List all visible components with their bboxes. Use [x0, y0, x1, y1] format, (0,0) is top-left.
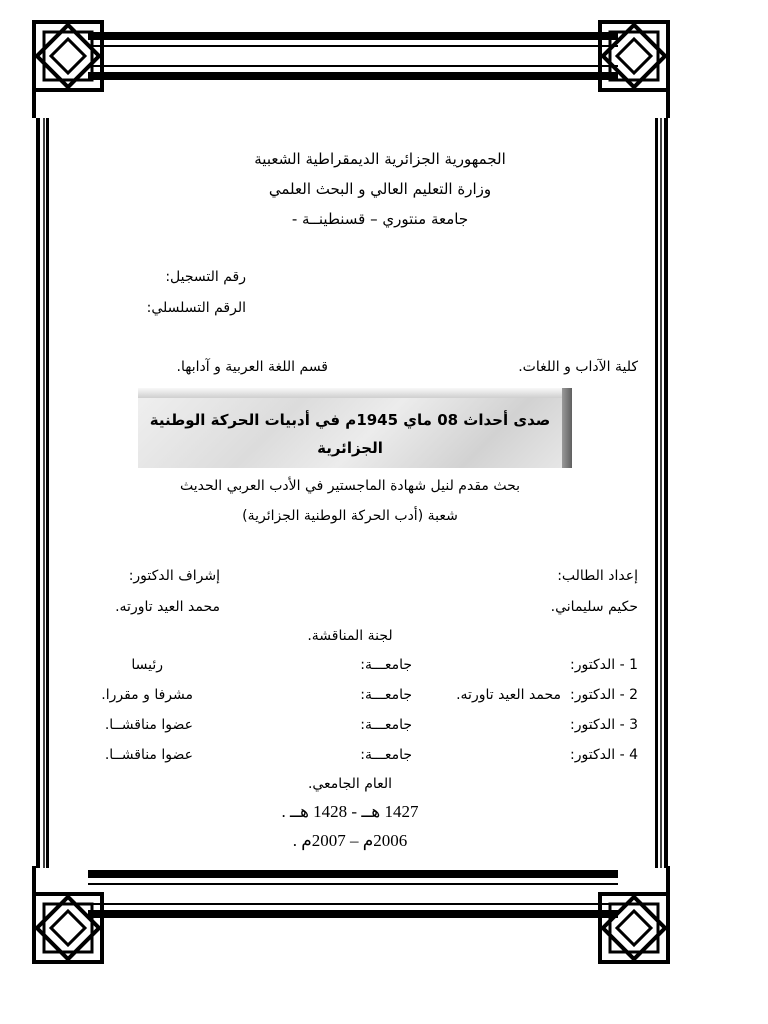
registration-number-label: رقم التسجيل:	[165, 269, 246, 285]
thesis-branch: شعبة (أدب الحركة الوطنية الجزائرية)	[242, 508, 458, 524]
supervisor-label: إشراف الدكتور:	[128, 568, 220, 584]
department-label: قسم اللغة العربية و آدابها.	[176, 359, 328, 375]
thesis-title-line2: الجزائرية	[317, 439, 383, 457]
student-label: إعداد الطالب:	[557, 568, 638, 584]
ministry-heading: وزارة التعليم العالي و البحث العلمي	[268, 180, 492, 198]
serial-number-label: الرقم التسلسلي:	[146, 300, 246, 316]
faculty-label: كلية الآداب و اللغات.	[518, 359, 638, 375]
committee-title: لجنة المناقشة.	[307, 628, 393, 644]
republic-heading: الجمهورية الجزائرية الديمقراطية الشعبية	[254, 150, 506, 168]
member-role: عضوا مناقشــا.	[104, 747, 193, 763]
academic-year-gregorian: 2006م – 2007م .	[292, 831, 408, 850]
thesis-title-box	[138, 388, 562, 468]
academic-year-hijri: 1427 هــ - 1428 هــ .	[281, 802, 419, 821]
academic-year-label: العام الجامعي.	[307, 776, 393, 792]
member-university: جامعـــة:	[360, 747, 412, 763]
member-role: رئيسا	[131, 657, 163, 673]
supervisor-name: محمد العيد تاورته.	[115, 599, 220, 615]
member-university: جامعـــة:	[360, 687, 412, 703]
member-label: 3 - الدكتور:	[570, 717, 638, 733]
member-university: جامعـــة:	[360, 657, 412, 673]
member-label: 1 - الدكتور:	[570, 657, 638, 673]
member-role: مشرفا و مقررا.	[101, 687, 193, 703]
member-label: 2 - الدكتور:	[570, 687, 638, 703]
member-university: جامعـــة:	[360, 717, 412, 733]
member-label: 4 - الدكتور:	[570, 747, 638, 763]
student-name: حكيم سليماني.	[550, 599, 638, 615]
university-heading: جامعة منتوري – قسنطينــة -	[291, 210, 469, 228]
thesis-subtitle: بحث مقدم لنيل شهادة الماجستير في الأدب العربي الحديث	[179, 478, 521, 494]
member-role: عضوا مناقشــا.	[104, 717, 193, 733]
member-name: محمد العيد تاورته.	[456, 687, 561, 703]
thesis-title-line1: صدى أحداث 08 ماي 1945م في أدبيات الحركة الوطنية	[149, 411, 551, 429]
